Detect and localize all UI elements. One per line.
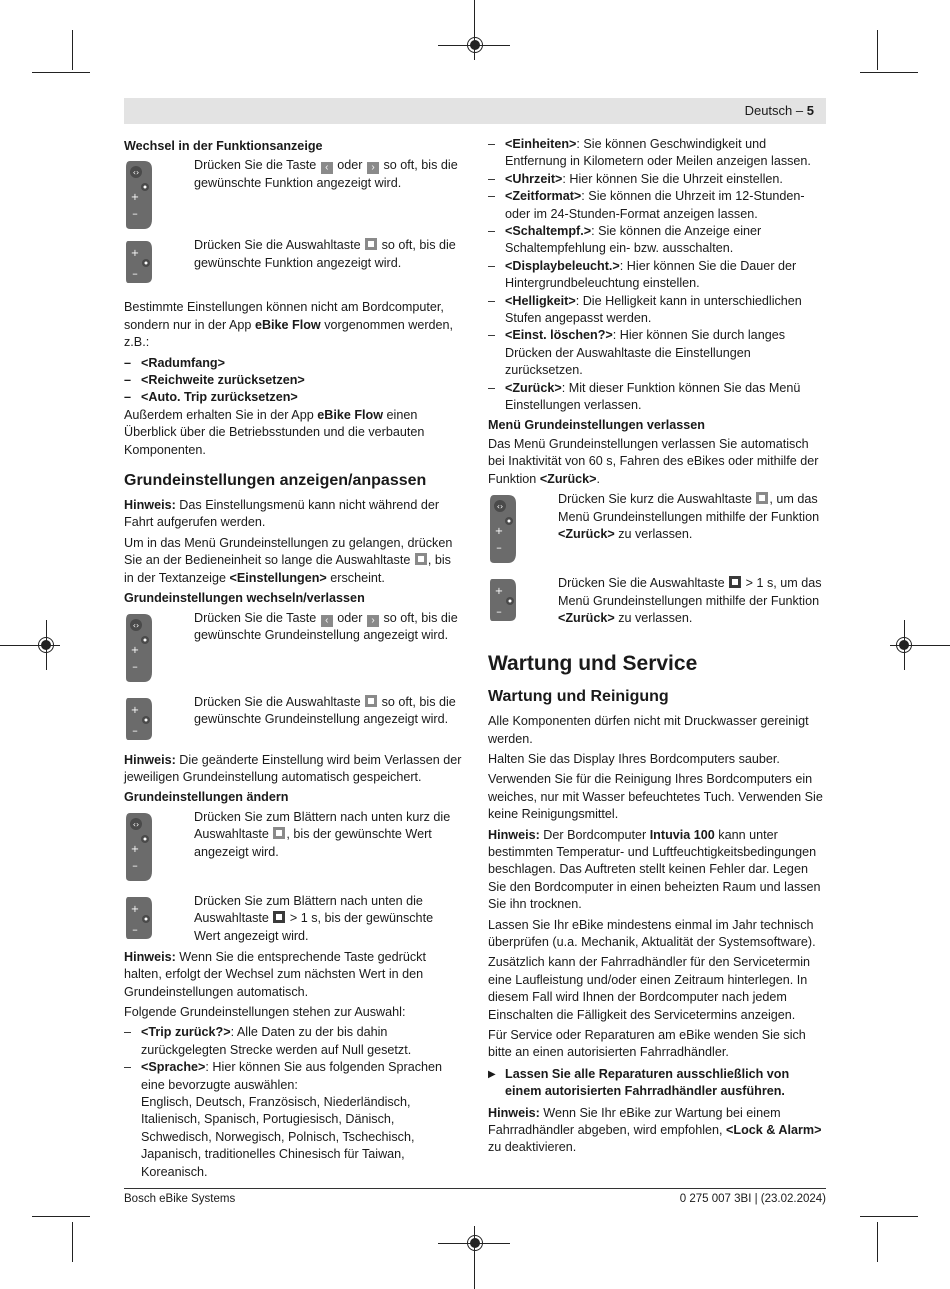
paragraph	[488, 436, 826, 488]
crop-mark	[877, 30, 878, 70]
text: Drücken Sie zum Blättern nach unten die Auswahltaste	[194, 893, 423, 926]
svg-text:–: –	[132, 207, 138, 221]
figure-text	[194, 610, 462, 645]
text: Drücken Sie die Auswahltaste	[194, 238, 361, 253]
action-instruction: ▶ Lassen Sie alle Reparaturen ausschließlich von einem autorisierten Fahrradhändler ausführen.	[488, 1066, 826, 1101]
setting-name: <Zurück>	[558, 526, 615, 541]
left-arrow-key-icon: ‹	[321, 162, 333, 174]
svg-text:+: +	[130, 192, 140, 204]
select-key-icon	[756, 492, 768, 504]
text: .	[596, 471, 601, 486]
setting-name: <Trip zurück?>	[141, 1025, 231, 1040]
list-item: – <Auto. Trip zurücksetzen>	[124, 389, 462, 406]
text: Drücken Sie die Taste	[194, 158, 317, 173]
header-separator: –	[795, 103, 804, 118]
right-arrow-key-icon: ›	[367, 162, 379, 174]
select-key-device-icon	[124, 696, 154, 742]
hint-label: Hinweis:	[488, 1105, 540, 1120]
text: Die geänderte Einstellung wird beim Verlassen der jeweiligen Grundeinstellung automatisch gespeichert.	[124, 752, 462, 784]
setting-name: <Lock & Alarm>	[726, 1123, 822, 1138]
hint-label: Hinweis:	[124, 498, 176, 513]
svg-text:‹›: ‹›	[496, 502, 504, 512]
select-key-device-icon	[488, 577, 518, 623]
svg-text:–: –	[132, 858, 138, 872]
crop-mark	[438, 1243, 510, 1244]
select-key-device-icon	[124, 239, 154, 285]
text: : Hier können Sie aus folgenden Sprachen eine bevorzugte auswählen:	[141, 1060, 443, 1092]
text: : Hier können Sie durch langes Drücken der Auswahltaste die Einstellungen zurücksetzen.	[505, 328, 785, 378]
figure-text	[558, 575, 826, 627]
crop-mark	[32, 1216, 90, 1217]
text: Wenn Sie die entsprechende Taste gedrückt halten, erfolgt der Wechsel zum nächsten Wert in den Grundeinstellungen automatisch.	[124, 949, 426, 999]
figure-text	[558, 491, 826, 543]
text: : Sie können die Uhrzeit im 12-Stunden- oder im 24-Stunden-Format anzeigen lassen.	[505, 189, 805, 221]
select-key-device-icon	[124, 895, 154, 941]
crop-mark	[0, 645, 60, 646]
app-name: eBike Flow	[254, 317, 321, 332]
setting-name: <Sprache>	[141, 1060, 206, 1075]
right-arrow-key-icon: ›	[367, 615, 379, 627]
hint-label: Hinweis:	[488, 827, 540, 842]
hint	[124, 949, 462, 1001]
list-item	[488, 327, 826, 379]
crop-mark	[438, 45, 510, 46]
page-header	[124, 98, 826, 124]
text: kann unter bestimmten Temperatur- und Luftfeuchtigkeitsbedingungen beschlagen. Das Auftreten stellt keinen Fehler dar. Legen Sie den Bordcomputer in einen beheizten Raum und lassen Sie ihn trocknen.	[488, 827, 821, 912]
text: vorgenommen werden, z.B.:	[124, 317, 454, 350]
hint	[124, 752, 462, 787]
text: so oft, bis die gewünschte Funktion angezeigt wird.	[194, 158, 458, 190]
list-item: – <Reichweite zurücksetzen>	[124, 372, 462, 389]
chapter-heading: Wartung und Service	[488, 652, 698, 676]
header-language: Deutsch	[744, 103, 793, 118]
text: Bestimmte Einstellungen können nicht am Bordcomputer, sondern nur in der App	[124, 300, 444, 332]
subsection-title: Menü Grundeinstellungen verlassen	[488, 417, 705, 432]
text: zu verlassen.	[618, 526, 693, 541]
svg-text:+: +	[494, 526, 504, 538]
text: Um in das Menü Grundeinstellungen zu gelangen, drücken Sie an der Bedieneinheit so lange die Auswahltaste	[124, 535, 453, 568]
crop-mark	[72, 30, 73, 70]
header-text	[745, 102, 814, 119]
hint	[124, 497, 462, 532]
text: so oft, bis die gewünschte Funktion angezeigt wird.	[194, 238, 456, 270]
list-item	[124, 1024, 462, 1059]
figure-block	[124, 893, 462, 949]
svg-text:+: +	[130, 644, 140, 656]
text: : Hier können Sie die Uhrzeit einstellen.	[562, 171, 783, 186]
list-item	[488, 380, 826, 415]
footer-rule	[124, 1188, 826, 1189]
setting-name: <Einstellungen>	[229, 570, 327, 585]
paragraph: Lassen Sie Ihr eBike mindestens einmal im Jahr technisch überprüfen (u.a. Mechanik, Aktualität der Systemsoftware).	[488, 917, 816, 949]
subsection-title: Grundeinstellungen ändern	[124, 790, 289, 805]
text: Außerdem erhalten Sie in der App	[124, 407, 314, 422]
text: , um das Menü Grundeinstellungen mithilfe der Funktion	[558, 492, 820, 524]
footer-company: Bosch eBike Systems	[124, 1193, 236, 1205]
crop-mark	[860, 1216, 918, 1217]
crop-mark	[474, 1226, 475, 1289]
paragraph: Verwenden Sie für die Reinigung Ihres Bordcomputers ein weiches, nur mit Wasser befeuchtetes Tuch. Verwenden Sie keine Reinigungsmittel.	[488, 772, 823, 822]
text: : Alle Daten zu der bis dahin zurückgelegten Strecke werden auf Null gesetzt.	[141, 1025, 412, 1057]
figure-text	[194, 157, 462, 192]
svg-text:‹›: ‹›	[132, 819, 140, 829]
svg-text:–: –	[132, 922, 138, 936]
crop-mark	[890, 645, 950, 646]
setting-name: <Zurück>	[539, 471, 597, 486]
figure-block	[124, 237, 462, 299]
list-item	[124, 1059, 462, 1181]
section-title: Wechsel in der Funktionsanzeige	[124, 139, 323, 153]
figure-block	[124, 157, 462, 237]
svg-text:‹›: ‹›	[132, 168, 140, 178]
remote-control-icon	[124, 811, 154, 883]
language-list: Englisch, Deutsch, Französisch, Niederländisch, Italienisch, Spanisch, Portugiesisch, Dänisch, Schwedisch, Norwegisch, Polnisch, Tschechisch, Japanisch, traditionelles Chinesisch für Taiwan, Koreanisch.	[141, 1094, 415, 1179]
list-item	[488, 136, 826, 171]
crop-mark	[860, 72, 918, 73]
svg-text:–: –	[496, 541, 502, 555]
figure-block	[488, 575, 826, 633]
crop-mark	[32, 72, 90, 73]
svg-text:‹›: ‹›	[132, 620, 140, 630]
text: Drücken Sie die Auswahltaste	[558, 576, 725, 591]
select-key-icon	[273, 827, 285, 839]
setting-name: <Einheiten>	[505, 137, 577, 151]
text: erscheint.	[330, 570, 385, 585]
text: > 1 s, bis der gewünschte Wert angezeigt wird.	[194, 911, 434, 943]
text: : Sie können die Anzeige einer Schaltempfehlung ein- bzw. ausschalten.	[505, 224, 762, 256]
hint	[488, 1105, 826, 1157]
right-column	[488, 136, 826, 1160]
hint	[488, 827, 826, 914]
text: oder	[337, 610, 363, 625]
list-item	[488, 188, 826, 223]
setting-name: <Zurück>	[505, 380, 562, 395]
product-name: Intuvia 100	[649, 827, 715, 842]
text: Wenn Sie Ihr eBike zur Wartung bei einem Fahrradhändler abgeben, wird empfohlen,	[488, 1105, 781, 1138]
figure-text	[194, 694, 462, 729]
text: > 1 s, um das Menü Grundeinstellungen mithilfe der Funktion	[558, 576, 822, 608]
paragraph: Für Service oder Reparaturen am eBike wenden Sie sich bitte an einen autorisierten Fahrradhändler.	[488, 1028, 806, 1060]
paragraph: Halten Sie das Display Ihres Bordcomputers sauber.	[488, 751, 780, 766]
svg-text:–: –	[132, 723, 138, 737]
text: : Mit dieser Funktion können Sie das Menü Einstellungen verlassen.	[505, 380, 801, 413]
app-name: eBike Flow	[317, 407, 384, 422]
text: Der Bordcomputer	[543, 827, 647, 842]
figure-block	[488, 491, 826, 575]
text: Drücken Sie die Auswahltaste	[194, 694, 361, 709]
section-heading: Grundeinstellungen anzeigen/anpassen	[124, 472, 427, 490]
setting-name: <Displaybeleucht.>	[505, 258, 620, 273]
setting-name: <Zurück>	[558, 610, 615, 625]
list-item	[488, 293, 826, 328]
list-item	[488, 171, 826, 188]
paragraph	[124, 299, 462, 351]
svg-text:–: –	[132, 267, 138, 281]
svg-text:–: –	[496, 605, 502, 619]
svg-text:+: +	[130, 903, 140, 915]
crop-mark	[877, 1222, 878, 1262]
list-item	[488, 223, 826, 258]
paragraph	[124, 535, 462, 587]
text: so oft, bis die gewünschte Grundeinstellung angezeigt wird.	[194, 694, 456, 726]
text: , bis in der Textanzeige	[124, 553, 451, 585]
text: Drücken Sie zum Blättern nach unten kurz die Auswahltaste	[194, 809, 451, 842]
text: zu verlassen.	[618, 610, 693, 625]
subsection-title: Grundeinstellungen wechseln/verlassen	[124, 591, 365, 606]
footer-doc-number: 0 275 007 3BI | (23.02.2024)	[679, 1193, 826, 1205]
paragraph: Alle Komponenten dürfen nicht mit Druckwasser gereinigt werden.	[488, 714, 809, 746]
setting-name: <Zeitformat>	[505, 189, 582, 204]
paragraph: Folgende Grundeinstellungen stehen zur Auswahl:	[124, 1004, 406, 1019]
remote-control-icon	[124, 612, 154, 684]
setting-name: <Uhrzeit>	[505, 171, 563, 186]
paragraph	[124, 407, 462, 459]
hint-label: Hinweis:	[124, 949, 176, 964]
page-number: 5	[806, 103, 814, 118]
figure-block	[124, 809, 462, 893]
text: oder	[337, 158, 363, 173]
svg-text:+: +	[494, 586, 504, 598]
select-key-icon	[415, 553, 427, 565]
section-heading: Wartung und Reinigung	[488, 688, 669, 706]
text: Das Einstellungsmenü kann nicht während der Fahrt aufgerufen werden.	[124, 498, 440, 530]
crop-mark	[72, 1222, 73, 1262]
select-key-hold-icon	[729, 576, 741, 588]
text: : Sie können Geschwindigkeit und Entfernung in Kilometern oder Meilen anzeigen lassen.	[505, 137, 811, 169]
figure-text	[194, 809, 462, 861]
remote-control-icon	[124, 159, 154, 231]
left-arrow-key-icon: ‹	[321, 615, 333, 627]
select-key-icon	[365, 695, 377, 707]
svg-text:+: +	[130, 843, 140, 855]
text: einen Überblick über die Betriebsstunden und die verbauten Komponenten.	[124, 407, 425, 457]
text: , bis der gewünschte Wert angezeigt wird.	[194, 827, 432, 859]
text: zu deaktivieren.	[488, 1140, 577, 1155]
text: Drücken Sie die Taste	[194, 610, 317, 625]
list-item: – <Radumfang>	[124, 355, 462, 372]
text: Drücken Sie kurz die Auswahltaste	[558, 492, 752, 507]
svg-text:–: –	[132, 659, 138, 673]
setting-name: <Schaltempf.>	[505, 224, 592, 239]
hint-label: Hinweis:	[124, 752, 176, 767]
setting-name: <Einst. löschen?>	[505, 328, 613, 343]
left-column	[124, 136, 462, 1181]
remote-control-icon	[488, 493, 518, 565]
text: Das Menü Grundeinstellungen verlassen Sie automatisch bei Inaktivität von 60 s, Fahren des eBikes oder mithilfe der Funktion	[488, 436, 819, 486]
figure-text	[194, 237, 462, 272]
select-key-hold-icon	[273, 911, 285, 923]
figure-block	[124, 694, 462, 752]
list-item	[488, 258, 826, 293]
figure-block	[124, 610, 462, 694]
svg-text:+: +	[130, 248, 140, 260]
setting-name: <Helligkeit>	[505, 293, 576, 308]
text: : Die Helligkeit kann in unterschiedlichen Stufen angepasst werden.	[505, 293, 802, 326]
svg-text:+: +	[130, 704, 140, 716]
select-key-icon	[365, 238, 377, 250]
figure-text	[194, 893, 462, 945]
paragraph: Zusätzlich kann der Fahrradhändler für den Servicetermin eine Laufleistung und/oder einen Zeitraum hinterlegen. In diesem Fall wird Ihnen der Bordcomputer nach jedem Einschalten die Fälligkeit des Servicetermins anzeigen.	[488, 955, 810, 1022]
text: so oft, bis die gewünschte Grundeinstellung angezeigt wird.	[194, 610, 458, 642]
text: : Hier können Sie die Dauer der Hintergrundbeleuchtung einstellen.	[505, 258, 797, 291]
